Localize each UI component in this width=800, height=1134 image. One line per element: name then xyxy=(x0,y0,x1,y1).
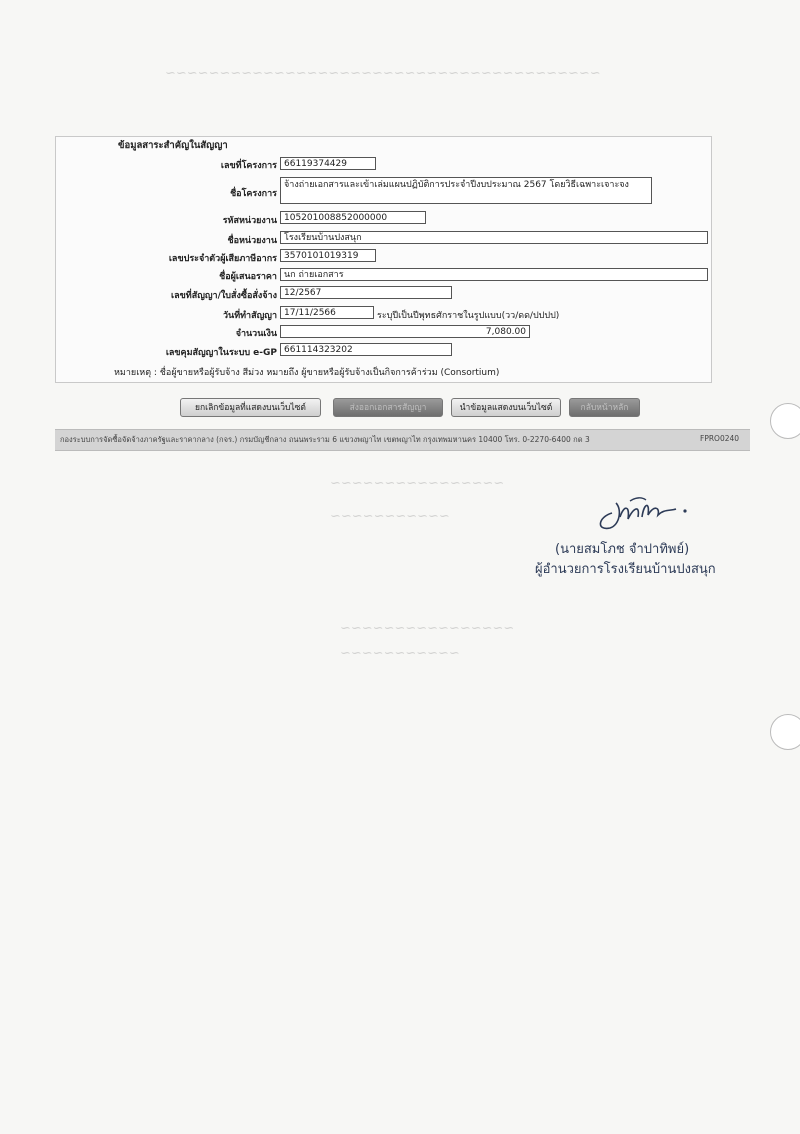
field-label-agency-code: รหัสหน่วยงาน xyxy=(222,216,277,226)
field-label-contract-date: วันที่ทำสัญญา xyxy=(222,311,277,321)
contract-date-field[interactable]: 17/11/2566 xyxy=(280,306,374,319)
publish-web-button[interactable]: นำข้อมูลแสดงบนเว็บไซต์ xyxy=(451,398,561,417)
egp-number-field[interactable]: 661114323202 xyxy=(280,343,452,356)
tax-id-field[interactable]: 3570101019319 xyxy=(280,249,376,262)
amount-field[interactable]: 7,080.00 xyxy=(280,325,530,338)
form-code: FPRO0240 xyxy=(700,434,740,443)
punch-hole xyxy=(770,714,800,750)
field-label-amount: จำนวนเงิน xyxy=(235,329,277,339)
agency-name-field[interactable]: โรงเรียนบ้านปงสนุก xyxy=(280,231,708,244)
footer-address: กองระบบการจัดซื้อจัดจ้างภาครัฐและราคากลาง (กจร.) กรมบัญชีกลาง ถนนพระราม 6 แขวงพญาไท เขตพญาไท กรุงเทพมหานคร 10400 โทร. 0-2270-6400 กด 3 xyxy=(60,435,590,444)
bidder-name-field[interactable]: นก ถ่ายเอกสาร xyxy=(280,268,708,281)
consortium-note: หมายเหตุ : ชื่อผู้ขายหรือผู้รับจ้าง สีม่วง หมายถึง ผู้ขายหรือผู้รับจ้างเป็นกิจการค้าร่วม (Consortium) xyxy=(114,368,500,378)
field-label-contract-number: เลขที่สัญญา/ใบสั่งซื้อสั่งจ้าง xyxy=(171,291,277,301)
project-number-field[interactable]: 66119374429 xyxy=(280,157,376,170)
bleed-through-text: ~~~~~~~~~~~~~~~~ xyxy=(340,620,515,635)
field-label-project-number: เลขที่โครงการ xyxy=(220,161,277,171)
handwritten-signature xyxy=(590,495,700,535)
signer-name: (นายสมโภช จำปาทิพย์) xyxy=(555,542,690,557)
bleed-through-text: ~~~~~~~~~~~~~~~~~~~~~~~~~~~~~~~~~~~~~~~~ xyxy=(165,65,601,80)
field-label-bidder-name: ชื่อผู้เสนอราคา xyxy=(219,272,277,282)
field-label-egp-number: เลขคุมสัญญาในระบบ e-GP xyxy=(165,348,277,358)
bleed-through-text: ~~~~~~~~~~~ xyxy=(340,645,460,660)
cancel-web-display-button[interactable]: ยกเลิกข้อมูลที่แสดงบนเว็บไซต์ xyxy=(180,398,321,417)
field-label-tax-id: เลขประจำตัวผู้เสียภาษีอากร xyxy=(168,254,277,264)
agency-code-field[interactable]: 105201008852000000 xyxy=(280,211,426,224)
field-label-agency-name: ชื่อหน่วยงาน xyxy=(227,236,277,246)
date-format-hint: ระบุปีเป็นปีพุทธศักราชในรูปแบบ(วว/ดด/ปปปป) xyxy=(377,311,560,321)
punch-hole xyxy=(770,403,800,439)
back-home-button[interactable]: กลับหน้าหลัก xyxy=(569,398,640,417)
bleed-through-text: ~~~~~~~~~~~ xyxy=(330,508,450,523)
signer-position: ผู้อำนวยการโรงเรียนบ้านปงสนุก xyxy=(535,562,716,577)
project-name-field[interactable]: จ้างถ่ายเอกสารและเข้าเล่มแผนปฏิบัติการประจำปีงบประมาณ 2567 โดยวิธีเฉพาะเจาะจง xyxy=(280,177,652,204)
bleed-through-text: ~~~~~~~~~~~~~~~~ xyxy=(330,475,505,490)
field-label-project-name: ชื่อโครงการ xyxy=(230,189,277,199)
panel-title: ข้อมูลสาระสำคัญในสัญญา xyxy=(118,140,228,151)
contract-number-field[interactable]: 12/2567 xyxy=(280,286,452,299)
send-contract-button[interactable]: ส่งออกเอกสารสัญญา xyxy=(333,398,443,417)
